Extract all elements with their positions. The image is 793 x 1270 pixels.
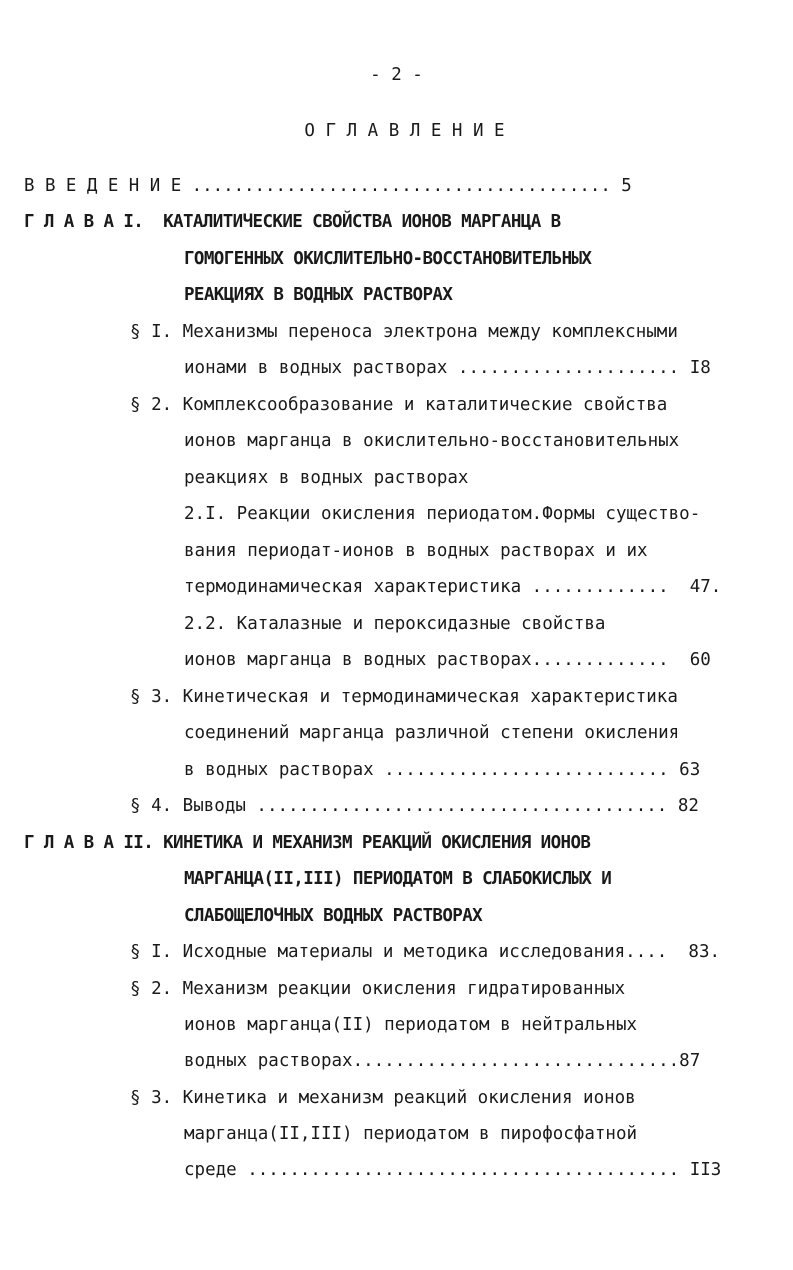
toc-title: О Г Л А В Л Е Н И Е [304,121,505,141]
toc-entry: МАРГАНЦА(II,III) ПЕРИОДАТОМ В СЛАБОКИСЛЫХ И [184,869,612,889]
toc-entry: 2.I. Реакции окисления периодатом.Формы существо- [184,504,701,524]
toc-entry: вания периодат-ионов в водных растворах и их [184,541,648,561]
toc-entry: ионами в водных растворах ..................... I8 [184,358,711,378]
toc-entry: СЛАБОЩЕЛОЧНЫХ ВОДНЫХ РАСТВОРАХ [184,906,483,926]
toc-entry: марганца(II,III) периодатом в пирофосфатной [184,1124,638,1144]
toc-entry: § 2. Комплексообразование и каталитические свойства [130,395,668,415]
page-number: - 2 - [370,65,423,85]
toc-entry: § 4. Выводы ....................................... 82 [130,796,699,816]
toc-entry: 2.2. Каталазные и пероксидазные свойства [184,614,606,634]
toc-entry: в водных растворах ........................... 63 [184,760,701,780]
toc-entry: термодинамическая характеристика ............. 47. [184,577,722,597]
toc-entry: ионов марганца в окислительно-восстановительных [184,431,680,451]
toc-entry: § I. Механизмы переноса электрона между комплексными [130,322,678,342]
toc-entry: В В Е Д Е Н И Е ........................................ 5 [24,176,632,196]
toc-entry: РЕАКЦИЯХ В ВОДНЫХ РАСТВОРАХ [184,285,453,305]
toc-entry: реакциях в водных растворах [184,468,469,488]
toc-entry: § 3. Кинетика и механизм реакций окисления ионов [130,1088,636,1108]
toc-entry: § 2. Механизм реакции окисления гидратированных [130,979,626,999]
toc-entry: Г Л А В А I. КАТАЛИТИЧЕСКИЕ СВОЙСТВА ИОНОВ МАРГАНЦА В [24,212,561,232]
toc-entry: соединений марганца различной степени окисления [184,723,680,743]
toc-entry: § I. Исходные материалы и методика исследования.... 83. [130,942,721,962]
toc-entry: ГОМОГЕННЫХ ОКИСЛИТЕЛЬНО-ВОССТАНОВИТЕЛЬНЫХ [184,249,592,269]
toc-entry: ионов марганца(II) периодатом в нейтральных [184,1015,638,1035]
toc-entry: среде ......................................... II3 [184,1160,722,1180]
toc-entry: § 3. Кинетическая и термодинамическая характеристика [130,687,678,707]
toc-entry: водных растворах...............................87 [184,1051,701,1071]
toc-entry: Г Л А В А II. КИНЕТИКА И МЕХАНИЗМ РЕАКЦИЙ ОКИСЛЕНИЯ ИОНОВ [24,833,591,853]
toc-entry: ионов марганца в водных растворах............. 60 [184,650,711,670]
